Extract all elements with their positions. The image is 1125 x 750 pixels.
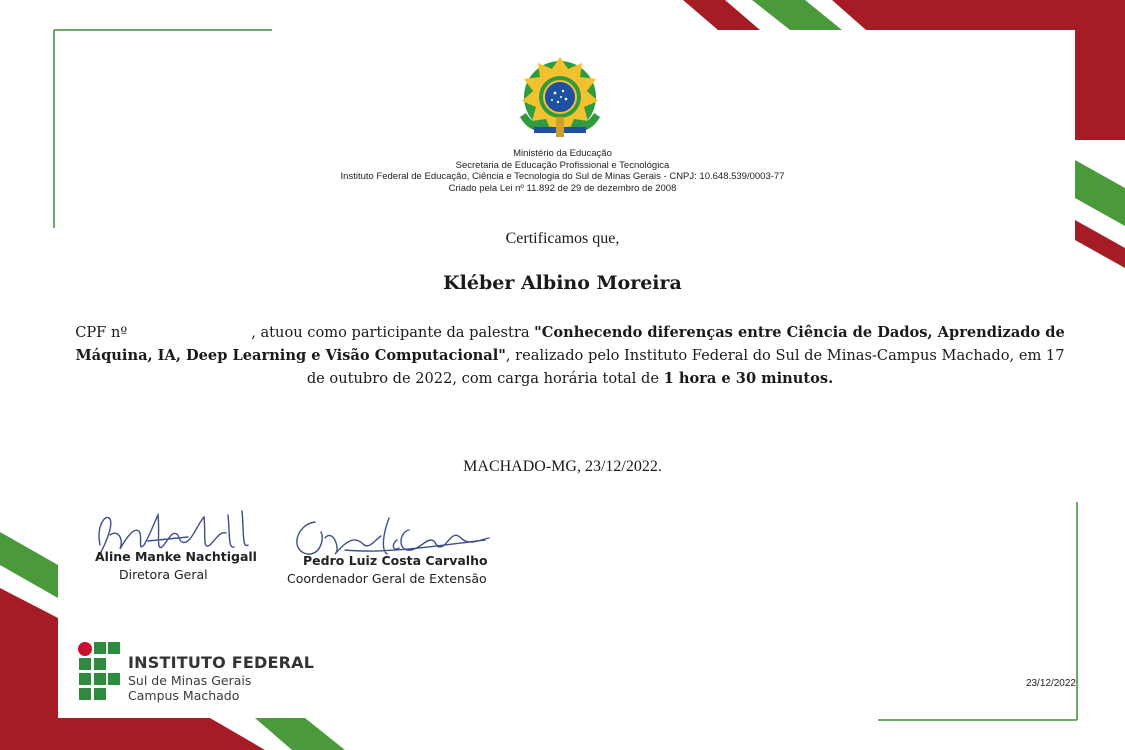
signer-name: Pedro Luiz Costa Carvalho: [303, 553, 488, 568]
recipient-name: Kléber Albino Moreira: [443, 272, 682, 294]
header-line-secretariat: Secretaria de Educação Profissional e Tecnológica: [455, 159, 670, 171]
workload-hours: 1 hora e 30 minutos.: [663, 370, 834, 387]
bottom-green-ribbon: [255, 718, 345, 750]
institute-logo: [78, 642, 318, 706]
coat-of-arms-icon: [520, 57, 600, 137]
place-and-date: MACHADO-MG, 23/12/2022.: [463, 458, 662, 475]
left-green-stripe: [0, 532, 58, 598]
institution-header: [0, 148, 1125, 194]
signer-name: Aline Manke Nachtigall: [95, 549, 257, 564]
top-right-red-band: [832, 0, 1125, 140]
certify-intro: Certificamos que,: [505, 230, 620, 247]
logo-subtitle-region: Sul de Minas Gerais: [128, 673, 252, 688]
top-green-ribbon: [752, 0, 842, 30]
logo-title: INSTITUTO FEDERAL: [128, 653, 315, 672]
body-part-2: , realizado pelo Instituto Federal do Sul de Minas-Campus Machado, em 17 de outubro de 2022, com carga horária total de: [306, 347, 1065, 387]
cpf-label: CPF nº: [75, 324, 128, 341]
signature-block-director: [95, 549, 257, 582]
header-line-law: Criado pela Lei nº 11.892 de 29 de dezembro de 2008: [448, 182, 677, 194]
signature-block-extension: [287, 553, 488, 586]
certificate-body: [72, 321, 1068, 390]
header-line-ministry: Ministério da Educação: [513, 148, 612, 159]
top-red-ribbon: [683, 0, 760, 30]
body-part-1: , atuou como participante da palestra: [251, 324, 535, 341]
header-line-institute: Instituto Federal de Educação, Ciência e Tecnologia do Sul de Minas Gerais - CNPJ: 10.648.539/0003-77: [340, 171, 785, 183]
logo-subtitle-campus: Campus Machado: [128, 688, 240, 703]
talk-title: "Conhecendo diferenças entre Ciência de Dados, Aprendizado de Máquina, IA, Deep Learning e Visão Computacional": [75, 324, 1065, 364]
signer-role: Diretora Geral: [119, 567, 208, 582]
institute-logo-icon: [78, 642, 122, 704]
footer-date: 23/12/2022: [1025, 678, 1076, 689]
signer-role: Coordenador Geral de Extensão: [287, 571, 487, 586]
